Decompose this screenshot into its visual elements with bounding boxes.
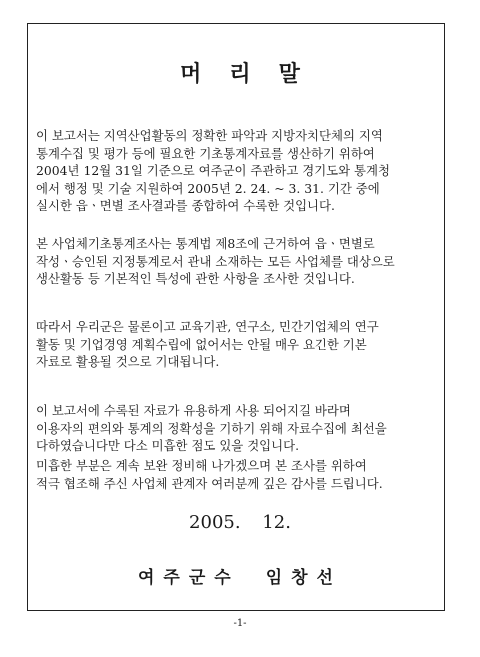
paragraph-line: 적극 협조해 주신 사업체 관계자 여러분께 깊은 감사를 드립니다.: [36, 475, 383, 491]
paragraph-4: [36, 402, 436, 455]
paragraph-1: [36, 127, 436, 215]
paragraph-3: [36, 318, 436, 371]
paragraph-line: 작성ㆍ승인된 지정통계로서 관내 소재하는 모든 사업체를 대상으로: [36, 253, 395, 269]
page-number: -1-: [233, 618, 247, 629]
signer-name: 임창선: [265, 568, 342, 588]
document-date: 2005. 12.: [189, 512, 291, 533]
signature-line: [0, 563, 480, 588]
paragraph-line: 자료로 활용될 것으로 기대됩니다.: [36, 354, 220, 370]
paragraph-line: 이 보고서에 수록된 자료가 유용하게 사용 되어지길 바라며: [36, 403, 351, 418]
paragraph-line: 본 사업체기초통계조사는 통계법 제8조에 근거하여 읍ㆍ면별로: [36, 236, 375, 251]
paragraph-line: 통계수집 및 평가 등에 필요한 기초통계자료를 생산하기 위하여: [36, 145, 375, 161]
paragraph-2: [36, 235, 436, 288]
paragraph-line: 활동 및 기업경영 계획수립에 없어서는 안될 매우 요긴한 기본: [36, 336, 367, 352]
signer-organization: 여주군수: [138, 568, 240, 588]
paragraph-line: 다하였습니다만 다소 미흡한 점도 있을 것입니다.: [36, 438, 300, 454]
paragraph-line: 에서 행정 및 기술 지원하여 2005년 2. 24. ~ 3. 31. 기간 중에: [36, 180, 380, 196]
paragraph-line: 2004년 12월 31일 기준으로 여주군이 주관하고 경기도와 통계청: [36, 163, 390, 179]
paragraph-line: 이용자의 편의와 통계의 정확성을 기하기 위해 자료수집에 최선을: [36, 420, 387, 436]
paragraph-line: 미흡한 부분은 계속 보완 정비해 나가겠으며 본 조사를 위하여: [36, 458, 367, 473]
paragraph-line: 실시한 읍ㆍ면별 조사결과를 종합하여 수록한 것입니다.: [36, 198, 335, 214]
paragraph-5: [36, 457, 436, 492]
page-title: 머리말: [180, 61, 328, 87]
paragraph-line: 따라서 우리군은 물론이고 교육기관, 연구소, 민간기업체의 연구: [36, 319, 379, 334]
paragraph-line: 생산활동 등 기본적인 특성에 관한 사항을 조사한 것입니다.: [36, 271, 355, 287]
paragraph-line: 이 보고서는 지역산업활동의 정확한 파악과 지방자치단체의 지역: [36, 128, 383, 143]
